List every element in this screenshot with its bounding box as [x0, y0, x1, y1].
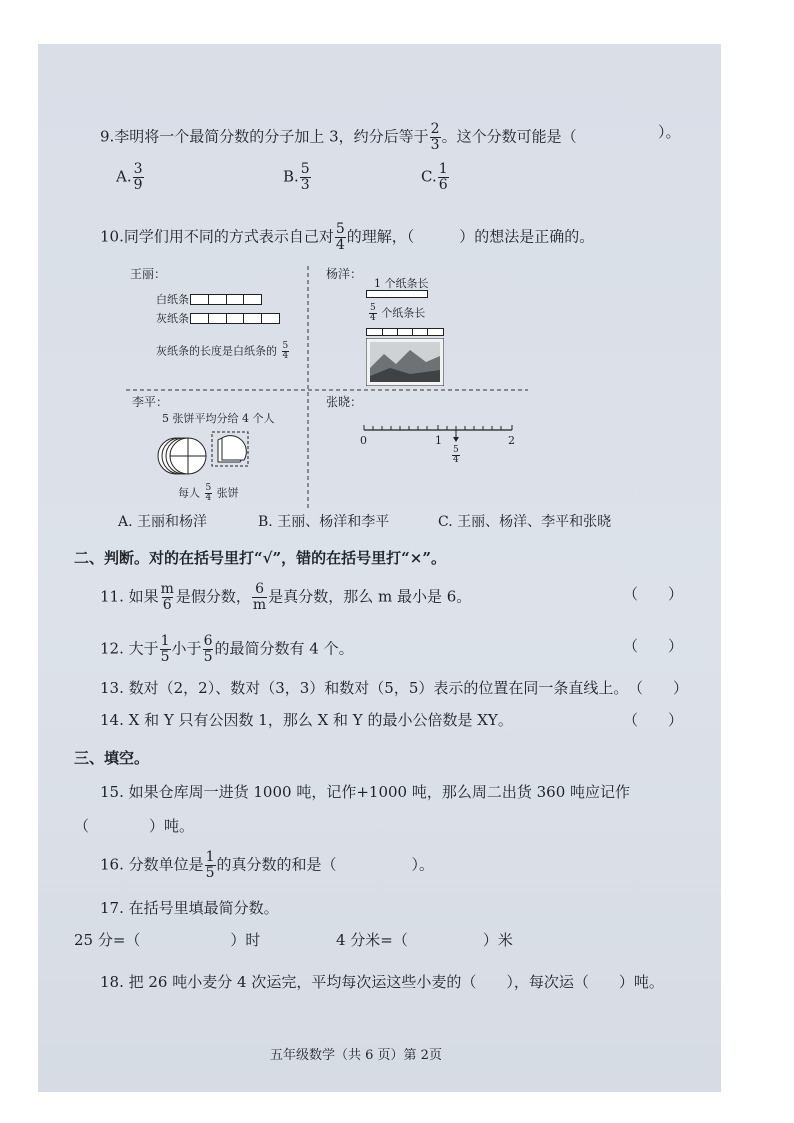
q14: 14. X 和 Y 只有公因数 1，那么 X 和 Y 的最小公倍数是 XY。	[100, 711, 513, 729]
exam-page	[38, 44, 721, 1092]
q12: 12. 大于 $\frac{1}{5}$ 小于 $\frac{6}{5}$ 的最简分数有 4 个。	[100, 633, 354, 665]
wangli-white-label: 白纸条	[156, 293, 189, 306]
q18: 18. 把 26 吨小麦分 4 次运完，平均每次运这些小麦的（ ），每次运（ ）吨。	[100, 973, 664, 991]
q10-option-c: C. 王丽、杨洋、李平和张晓	[438, 514, 612, 530]
tick-2: 2	[508, 434, 515, 447]
wangli-name: 王丽：	[130, 267, 167, 281]
q12-answer-paren: （ ）	[623, 637, 684, 655]
zhangxiao-name: 张晓：	[326, 395, 363, 409]
q13-answer-paren: （ ）	[628, 679, 689, 697]
liping-caption: 5 张饼平均分给 4 个人	[162, 412, 275, 425]
q15-line2: （ ）吨。	[74, 817, 195, 835]
white-strip	[190, 294, 262, 305]
q10-stem: 10.同学们用不同的方式表示自己对 $\frac{5}{4}$ 的理解，（ ）的想法是正确的。	[100, 221, 595, 253]
page-footer: 五年级数学（共 6 页）第 2页	[270, 1048, 442, 1063]
q17-part-a: 25 分=（ ）时	[74, 931, 261, 949]
q10-option-a: A. 王丽和杨洋	[118, 514, 208, 530]
liping-each: 每人 $\frac{5}{4}$ 张饼	[178, 483, 239, 503]
q9-fraction: $\frac{2}{3}$	[430, 121, 440, 153]
q9-stem: 9.李明将一个最简分数的分子加上 3，约分后等于 $\frac{2}{3}$ 。这个分数可能是（	[100, 121, 577, 153]
tick-1: 1	[435, 434, 442, 447]
q16: 16. 分数单位是 $\frac{1}{5}$ 的真分数的和是（ ）。	[100, 849, 435, 881]
q11-answer-paren: （ ）	[623, 585, 684, 603]
tick-0: 0	[360, 434, 367, 447]
q17: 17. 在括号里填最简分数。	[100, 899, 279, 917]
q15-line1: 15. 如果仓库周一进货 1000 吨，记作+1000 吨，那么周二出货 360 吨应记作	[100, 783, 631, 801]
q9-option-c: C. $\frac{1}{6}$	[421, 161, 448, 193]
section2-title: 二、判断。对的在括号里打“√”，错的在括号里打“×”。	[74, 549, 446, 567]
q17-part-b: 4 分米=（ ）米	[336, 931, 513, 949]
gray-strip	[190, 313, 280, 324]
zhangxiao-fraction: $\frac{5}{4}$	[453, 445, 459, 465]
q9-option-b: B. $\frac{5}{3}$	[283, 161, 310, 193]
q10-option-b: B. 王丽、杨洋和李平	[258, 514, 390, 530]
yangyang-name: 杨洋：	[326, 267, 363, 281]
section3-title: 三、填空。	[74, 749, 150, 767]
yangyang-long-strip	[366, 328, 444, 336]
landscape-photo-icon	[366, 338, 444, 386]
liping-name: 李平：	[132, 395, 169, 409]
q14-answer-paren: （ ）	[623, 711, 684, 729]
pancakes-icon	[156, 426, 252, 486]
yangyang-frac-label: $\frac{5}{4}$ 个纸条长	[370, 303, 426, 323]
yangyang-one-strip-label: 1 个纸条长	[374, 277, 429, 290]
q13: 13. 数对（2，2）、数对（3，3）和数对（5，5）表示的位置在同一条直线上。	[100, 679, 629, 697]
wangli-gray-label: 灰纸条	[156, 312, 189, 325]
q11: 11. 如果 $\frac{m}{6}$ 是假分数， $\frac{6}{m}$ 是真分数，那么 m 最小是 6。	[100, 581, 472, 613]
q9-answer-paren: ）。	[658, 123, 681, 141]
yangyang-one-strip	[366, 290, 428, 298]
wangli-caption: 灰纸条的长度是白纸条的 $\frac{5}{4}$	[156, 341, 289, 361]
q9-option-a: A. $\frac{3}{9}$	[116, 161, 143, 193]
